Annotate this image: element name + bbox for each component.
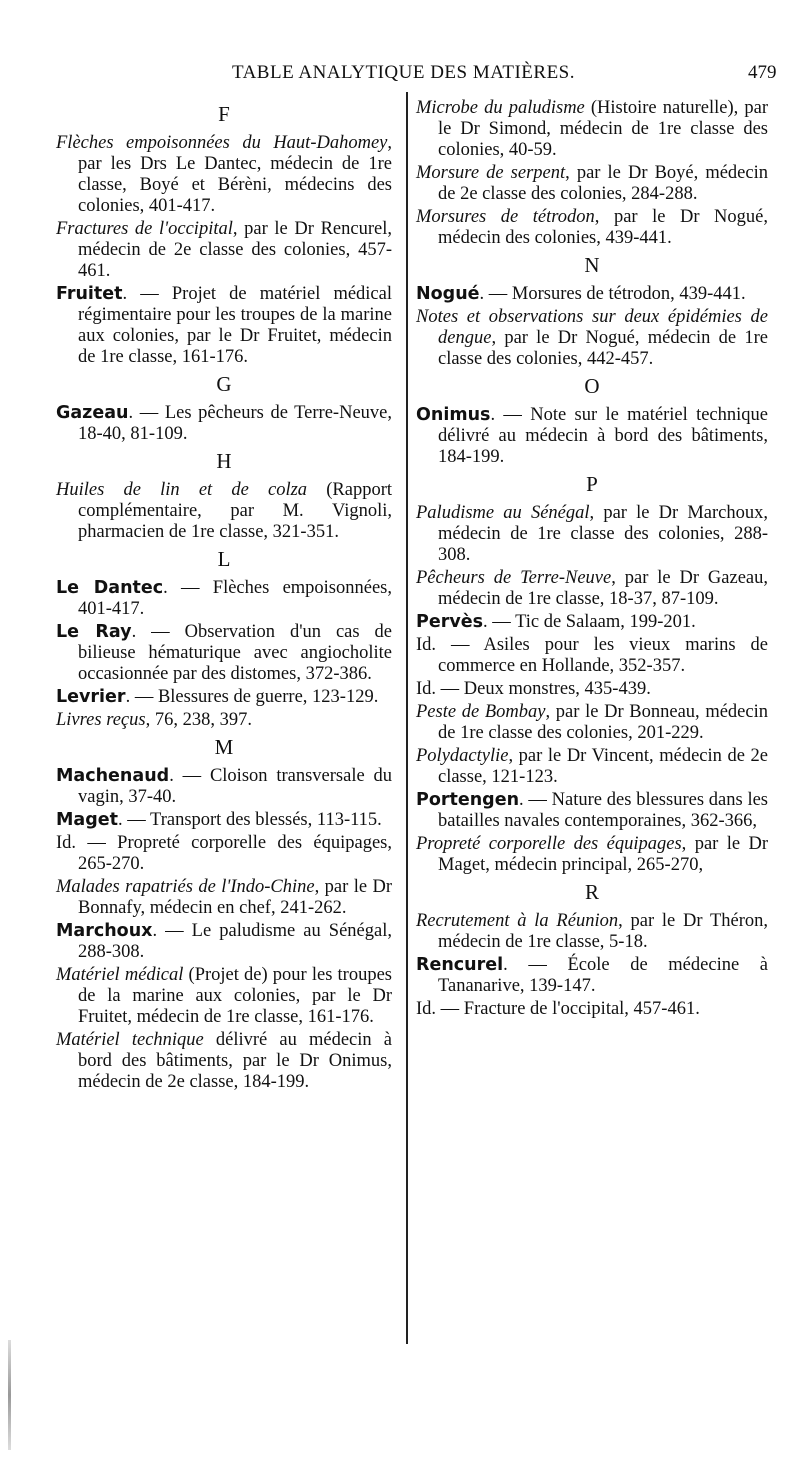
entry-heading: Propreté corporelle des équipages — [416, 834, 682, 854]
entry-body: (Histoire naturelle), par le Dr Simond, médecin de 1re classe des colonies, 40-59. — [438, 98, 768, 160]
entry-heading: Id. — [56, 833, 77, 853]
page-header — [0, 62, 800, 88]
index-entry — [416, 790, 768, 832]
entry-heading: Le Ray — [56, 622, 132, 642]
entry-body: — Propreté corporelle des équipages, 265-270. — [76, 833, 392, 874]
entry-body: . — Cloison transversale du vagin, 37-40. — [78, 766, 392, 807]
entry-heading: Recrutement à la Réunion — [416, 911, 619, 931]
column-divider — [406, 92, 408, 1344]
index-entry — [56, 921, 392, 963]
index-entry — [416, 702, 768, 744]
section-letter: L — [217, 547, 231, 571]
index-entry — [56, 133, 392, 217]
entry-heading: Matériel technique — [56, 1030, 204, 1050]
page-edge-shadow — [8, 1340, 11, 1450]
entry-body: . — Morsures de tétrodon, 439-441. — [479, 284, 746, 304]
right-column — [416, 98, 768, 1022]
entry-body: (Projet de) pour les troupes de la marine aux colonies, par le Dr Fruitet, médecin de 1re classe, 161-176. — [78, 965, 392, 1027]
section-letter: G — [216, 372, 232, 396]
index-entry — [416, 503, 768, 566]
index-entry — [56, 480, 392, 543]
section-letter: O — [584, 374, 600, 398]
index-entry — [56, 710, 392, 731]
entry-heading: Maget — [56, 810, 118, 830]
index-entry — [416, 834, 768, 876]
entry-body: , par les Drs Le Dantec, médecin de 1re classe, Boyé et Bérèni, médecins des colonies, 401-417. — [78, 133, 392, 216]
entry-heading: Levrier — [56, 687, 126, 707]
index-entry — [416, 307, 768, 370]
entry-heading: Pervès — [416, 612, 484, 632]
entry-heading: Le Dantec — [56, 578, 164, 598]
entry-body: , par le Dr Gazeau, médecin de 1re classe, 18-37, 87-109. — [438, 568, 768, 609]
section-letter: N — [584, 253, 600, 277]
section-letter: M — [214, 735, 234, 759]
entry-heading: Fruitet — [56, 284, 123, 304]
entry-heading: Id. — [416, 999, 437, 1019]
index-entry — [416, 163, 768, 205]
entry-heading: Morsures de tétrodon — [416, 207, 595, 227]
entry-heading: Malades rapatriés de l'Indo-Chine — [56, 877, 315, 897]
entry-body: . — Tic de Salaam, 199-201. — [483, 612, 696, 632]
entry-body: , par le Dr Rencurel, médecin de 2e classe des colonies, 457-461. — [78, 219, 392, 281]
entry-body: . — Blessures de guerre, 123-129. — [125, 687, 379, 707]
entry-body: , par le Dr Vincent, médecin de 2e classe, 121-123. — [438, 746, 768, 787]
entry-heading: Huiles de lin et de colza — [56, 480, 308, 500]
entry-heading: Marchoux — [56, 921, 153, 941]
entry-heading: Matériel médical — [56, 965, 184, 985]
entry-heading: Flèches empoisonnées du Haut-Dahomey — [56, 133, 388, 153]
entry-heading: Notes et observations sur deux épidémies de dengue — [416, 307, 768, 348]
entry-body: , par le Dr Bonnafy, médecin en chef, 241-262. — [78, 877, 392, 918]
entry-heading: Livres reçus — [56, 710, 146, 730]
entry-heading: Polydactylie — [416, 746, 509, 766]
entry-heading: Microbe du paludisme — [416, 98, 585, 118]
index-entry — [416, 746, 768, 788]
index-entry — [416, 911, 768, 953]
entry-heading: Machenaud — [56, 766, 170, 786]
entry-body: , par le Dr Maget, médecin principal, 265-270, — [438, 834, 768, 875]
entry-body: . — Projet de matériel médical régimentaire pour les troupes de la marine aux colonies, par le Dr Fruitet, médecin de 1re classe, 161-176. — [78, 284, 392, 367]
index-entry — [56, 810, 392, 831]
entry-body: , par le Dr Théron, médecin de 1re classe, 5-18. — [438, 911, 768, 952]
entry-heading: Onimus — [416, 405, 491, 425]
page-number: 479 — [748, 62, 777, 83]
section-letter: F — [218, 102, 230, 126]
entry-body: délivré au médecin à bord des bâtiments, par le Dr Onimus, médecin de 2e classe, 184-199. — [78, 1030, 392, 1092]
entry-body: . — Le paludisme au Sénégal, 288-308. — [78, 921, 392, 962]
index-entry — [56, 877, 392, 919]
index-entry — [416, 612, 768, 633]
running-title: TABLE ANALYTIQUE DES MATIÈRES. — [232, 62, 576, 83]
entry-body: . — École de médecine à Tananarive, 139-147. — [438, 955, 768, 996]
index-entry — [56, 833, 392, 875]
entry-body: , par le Dr Bonneau, médecin de 1re classe des colonies, 201-229. — [438, 702, 768, 743]
section-letter: H — [216, 449, 232, 473]
section-letter: R — [584, 880, 599, 904]
entry-heading: Id. — [416, 635, 437, 655]
entry-body: . — Flèches empoisonnées, 401-417. — [78, 578, 393, 619]
index-entry — [416, 955, 768, 997]
entry-heading: Fractures de l'occipital — [56, 219, 233, 239]
entry-body: , 76, 238, 397. — [145, 710, 252, 730]
entry-body: , par le Dr Nogué, médecin des colonies, 439-441. — [438, 207, 768, 248]
index-entry — [416, 568, 768, 610]
entry-heading: Morsure de serpent — [416, 163, 566, 183]
entry-heading: Rencurel — [416, 955, 504, 975]
index-entry — [56, 403, 392, 445]
entry-heading: Nogué — [416, 284, 480, 304]
index-entry — [416, 284, 768, 305]
entry-body: . — Note sur le matériel technique délivré au médecin à bord des bâtiments, 184-199. — [438, 405, 768, 467]
entry-body: (Rapport complémentaire, par M. Vignoli, pharmacien de 1re classe, 321-351. — [78, 480, 393, 542]
entry-body: . — Les pêcheurs de Terre-Neuve, 18-40, 81-109. — [78, 403, 392, 444]
entry-body: — Fracture de l'occipital, 457-461. — [436, 999, 700, 1019]
entry-body: , par le Dr Boyé, médecin de 2e classe des colonies, 284-288. — [438, 163, 768, 204]
entry-heading: Peste de Bombay — [416, 702, 546, 722]
entry-heading: Paludisme au Sénégal — [416, 503, 590, 523]
index-entry — [416, 635, 768, 677]
entry-body: — Deux monstres, 435-439. — [436, 679, 651, 699]
entry-body: — Asiles pour les vieux marins de commerce en Hollande, 352-357. — [436, 635, 768, 676]
entry-heading: Pêcheurs de Terre-Neuve — [416, 568, 612, 588]
entry-body: , par le Dr Nogué, médecin de 1re classe des colonies, 442-457. — [438, 328, 768, 369]
entry-heading: Portengen — [416, 790, 520, 810]
section-letter: P — [586, 472, 598, 496]
left-column — [56, 98, 392, 1095]
index-entry — [56, 284, 392, 368]
index-entry — [416, 98, 768, 161]
index-entry — [56, 219, 392, 282]
index-entry — [416, 679, 768, 700]
index-entry — [56, 622, 392, 685]
entry-body: , par le Dr Marchoux, médecin de 1re classe des colonies, 288-308. — [438, 503, 768, 565]
entry-body: . — Nature des blessures dans les batailles navales contemporaines, 362-366, — [438, 790, 768, 831]
entry-body: . — Transport des blessés, 113-115. — [118, 810, 382, 830]
index-entry — [56, 766, 392, 808]
index-entry — [56, 1030, 392, 1093]
index-entry — [416, 207, 768, 249]
index-entry — [416, 999, 768, 1020]
index-entry — [416, 405, 768, 468]
index-entry — [56, 578, 392, 620]
index-entry — [56, 965, 392, 1028]
entry-heading: Gazeau — [56, 403, 129, 423]
entry-body: . — Observation d'un cas de bilieuse hématurique avec angiocholite occasionnée par des distomes, 372-386. — [78, 622, 392, 684]
entry-heading: Id. — [416, 679, 437, 699]
index-entry — [56, 687, 392, 708]
